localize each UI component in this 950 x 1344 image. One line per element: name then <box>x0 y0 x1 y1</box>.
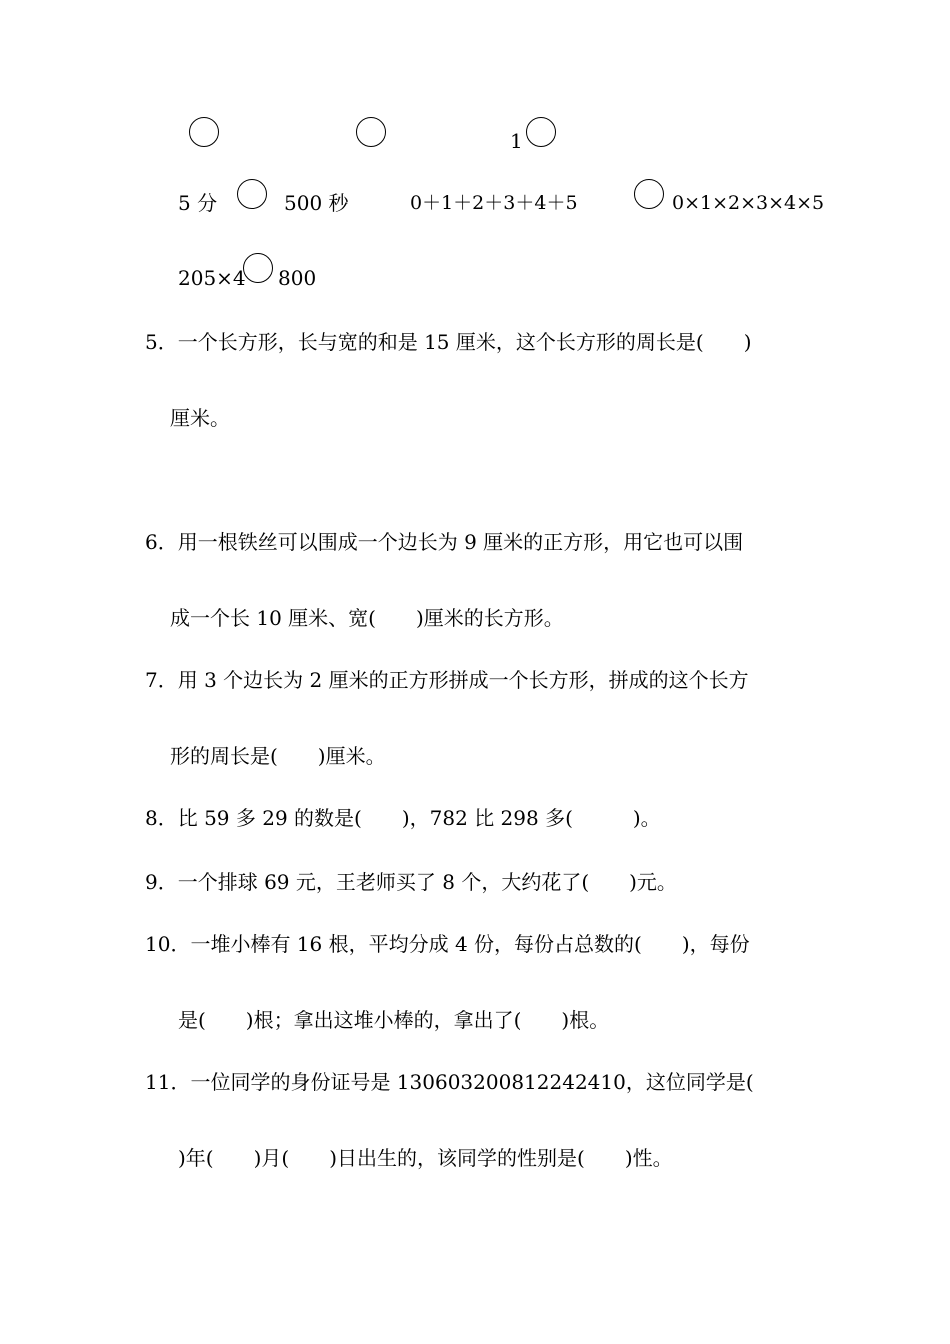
compare-circle-4[interactable] <box>237 179 267 209</box>
row2-left-b: 500 秒 <box>284 191 349 215</box>
q5-line2: 厘米。 <box>170 406 230 430</box>
q9-line1: 9．一个排球 69 元，王老师买了 8 个，大约花了( )元。 <box>145 870 677 894</box>
q8-line1: 8．比 59 多 29 的数是( )，782 比 298 多( )。 <box>145 806 661 830</box>
compare-circle-6[interactable] <box>243 253 273 283</box>
row2-right-a: 0＋1＋2＋3＋4＋5 <box>410 192 578 214</box>
q11-line2: )年( )月( )日出生的，该同学的性别是( )性。 <box>178 1146 673 1170</box>
compare-circle-1[interactable] <box>189 117 219 147</box>
row1-prefix-text: 1 <box>510 129 523 153</box>
row3-b: 800 <box>278 266 317 290</box>
compare-circle-5[interactable] <box>634 179 664 209</box>
q7-line2: 形的周长是( )厘米。 <box>170 744 386 768</box>
q5-line1: 5．一个长方形，长与宽的和是 15 厘米，这个长方形的周长是( ) <box>145 330 752 354</box>
q7-line1: 7．用 3 个边长为 2 厘米的正方形拼成一个长方形，拼成的这个长方 <box>145 668 749 692</box>
row2-left-a: 5 分 <box>178 191 218 215</box>
compare-circle-2[interactable] <box>356 117 386 147</box>
q6-line2: 成一个长 10 厘米、宽( )厘米的长方形。 <box>170 606 564 630</box>
q6-line1: 6．用一根铁丝可以围成一个边长为 9 厘米的正方形，用它也可以围 <box>145 530 744 554</box>
q11-line1: 11．一位同学的身份证号是 130603200812242410，这位同学是( <box>145 1070 754 1094</box>
row3-a: 205×4 <box>178 266 246 290</box>
q10-line1: 10．一堆小棒有 16 根，平均分成 4 份，每份占总数的( )，每份 <box>145 932 750 956</box>
compare-circle-3[interactable] <box>526 117 556 147</box>
q10-line2: 是( )根；拿出这堆小棒的，拿出了( )根。 <box>178 1008 610 1032</box>
row2-right-b: 0×1×2×3×4×5 <box>672 192 825 214</box>
